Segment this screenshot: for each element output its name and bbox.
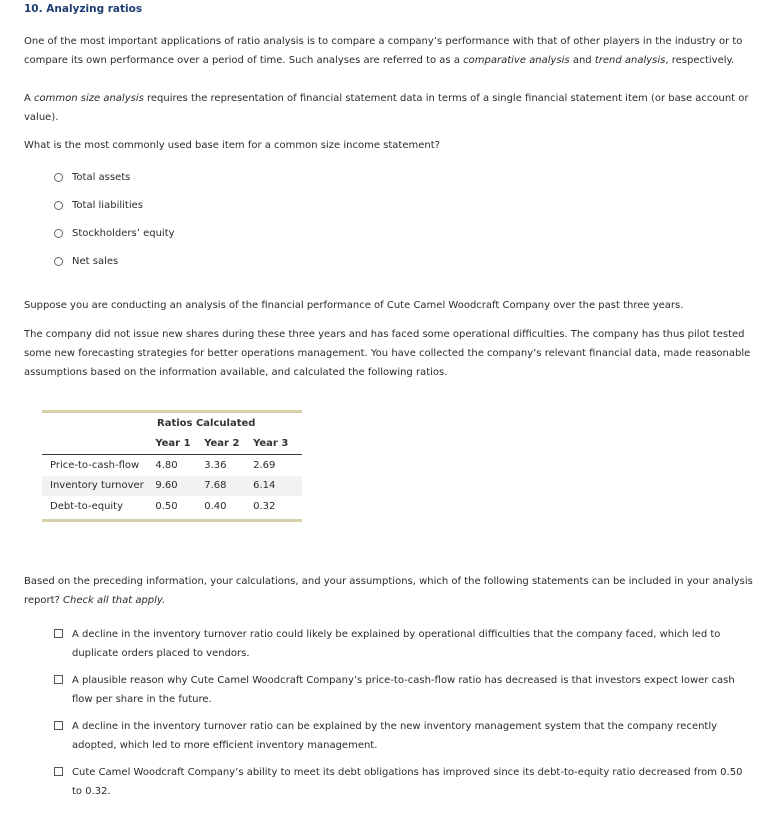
radio-button[interactable] [54, 201, 63, 210]
ratios-table [42, 410, 302, 522]
option-label: Net sales [72, 256, 119, 267]
statement-option[interactable] [54, 717, 754, 755]
cell-value: 4.80 [155, 459, 178, 471]
scenario-paragraph-1: Suppose you are conducting an analysis of the financial performance of Cute Camel Woodcraft Company over the past three years. [24, 300, 684, 311]
question-2-instruction: Check all that apply. [63, 595, 166, 606]
table-header-year2: Year 2 [204, 434, 253, 455]
intro-term-comparative: comparative analysis [463, 55, 570, 66]
cell-value: 9.60 [155, 476, 204, 497]
option-label: Total liabilities [72, 200, 143, 211]
option-total-liabilities[interactable] [54, 200, 143, 211]
statement-option[interactable] [54, 671, 754, 709]
statement-label: Cute Camel Woodcraft Company’s ability to meet its debt obligations has improved since its debt-to-equity ratio decreased from 0.50 to 0.32. [72, 767, 743, 797]
table-header-year3: Year 3 [253, 434, 302, 455]
statement-option[interactable] [54, 763, 754, 801]
common-size-paragraph [24, 89, 764, 127]
intro-term-trend: trend analysis [594, 55, 666, 66]
statement-label: A decline in the inventory turnover ratio could likely be explained by operational difficulties that the company faced, which led to duplicate orders placed to vendors. [72, 629, 721, 659]
table-header-year1: Year 1 [155, 434, 204, 455]
radio-button[interactable] [54, 257, 63, 266]
common-size-text-b: requires the representation of financial statement data in terms of a single financial statement item (or base account or value). [24, 93, 749, 123]
radio-button[interactable] [54, 229, 63, 238]
cell-value: 7.68 [204, 476, 253, 497]
table-header-row [42, 434, 302, 455]
intro-text: One of the most important applications of ratio analysis is to compare a company’s performance with that of other players in the industry or to compare its own performance over a period of time. Such analyses are referred to as a [24, 36, 743, 66]
row-label: Price-to-cash-flow [50, 459, 140, 471]
question-2 [24, 572, 764, 610]
table-bottom-rule [42, 519, 302, 522]
radio-button[interactable] [54, 173, 63, 182]
cell-value: 2.69 [253, 459, 276, 471]
intro-text-and: and [569, 55, 595, 66]
option-stockholders-equity[interactable] [54, 228, 175, 239]
option-label: Total assets [72, 172, 131, 183]
question-2-text: Based on the preceding information, your calculations, and your assumptions, which of the following statements can be included in your analysis report? [24, 576, 753, 606]
table-row [42, 455, 302, 476]
intro-paragraph [24, 32, 764, 70]
statement-option[interactable] [54, 625, 754, 663]
option-net-sales[interactable] [54, 256, 118, 267]
checkbox[interactable] [54, 675, 63, 684]
statement-label: A plausible reason why Cute Camel Woodcraft Company’s price-to-cash-flow ratio has decreased is that investors expect lower cash flow per share in the future. [72, 675, 735, 705]
option-total-assets[interactable] [54, 172, 130, 183]
table-header-blank [42, 434, 155, 455]
option-label: Stockholders’ equity [72, 228, 175, 239]
intro-text-end: , respectively. [665, 55, 735, 66]
table-caption: Ratios Calculated [157, 417, 256, 429]
cell-value: 0.50 [155, 500, 178, 512]
statement-label: A decline in the inventory turnover ratio can be explained by the new inventory management system that the company recently adopted, which led to more efficient inventory management. [72, 721, 718, 751]
table-row [42, 496, 302, 517]
checkbox[interactable] [54, 721, 63, 730]
row-label: Inventory turnover [42, 476, 155, 497]
common-size-text-a: A [24, 93, 35, 104]
cell-value: 0.40 [204, 500, 227, 512]
cell-value: 6.14 [253, 476, 302, 497]
table-row [42, 476, 302, 497]
question-1: What is the most commonly used base item for a common size income statement? [24, 140, 440, 151]
checkbox[interactable] [54, 629, 63, 638]
cell-value: 0.32 [253, 500, 276, 512]
scenario-paragraph-2: The company did not issue new shares during these three years and has faced some operational difficulties. The company has thus pilot tested some new forecasting strategies for better operations management. You have collected the company’s relevant financial data, made reasonable assumptions based on the information available, and calculated the following ratios. [24, 329, 751, 378]
question-title: 10. Analyzing ratios [24, 3, 143, 15]
checkbox[interactable] [54, 767, 63, 776]
common-size-term: common size analysis [34, 93, 144, 104]
cell-value: 3.36 [204, 459, 227, 471]
row-label: Debt-to-equity [50, 500, 124, 512]
